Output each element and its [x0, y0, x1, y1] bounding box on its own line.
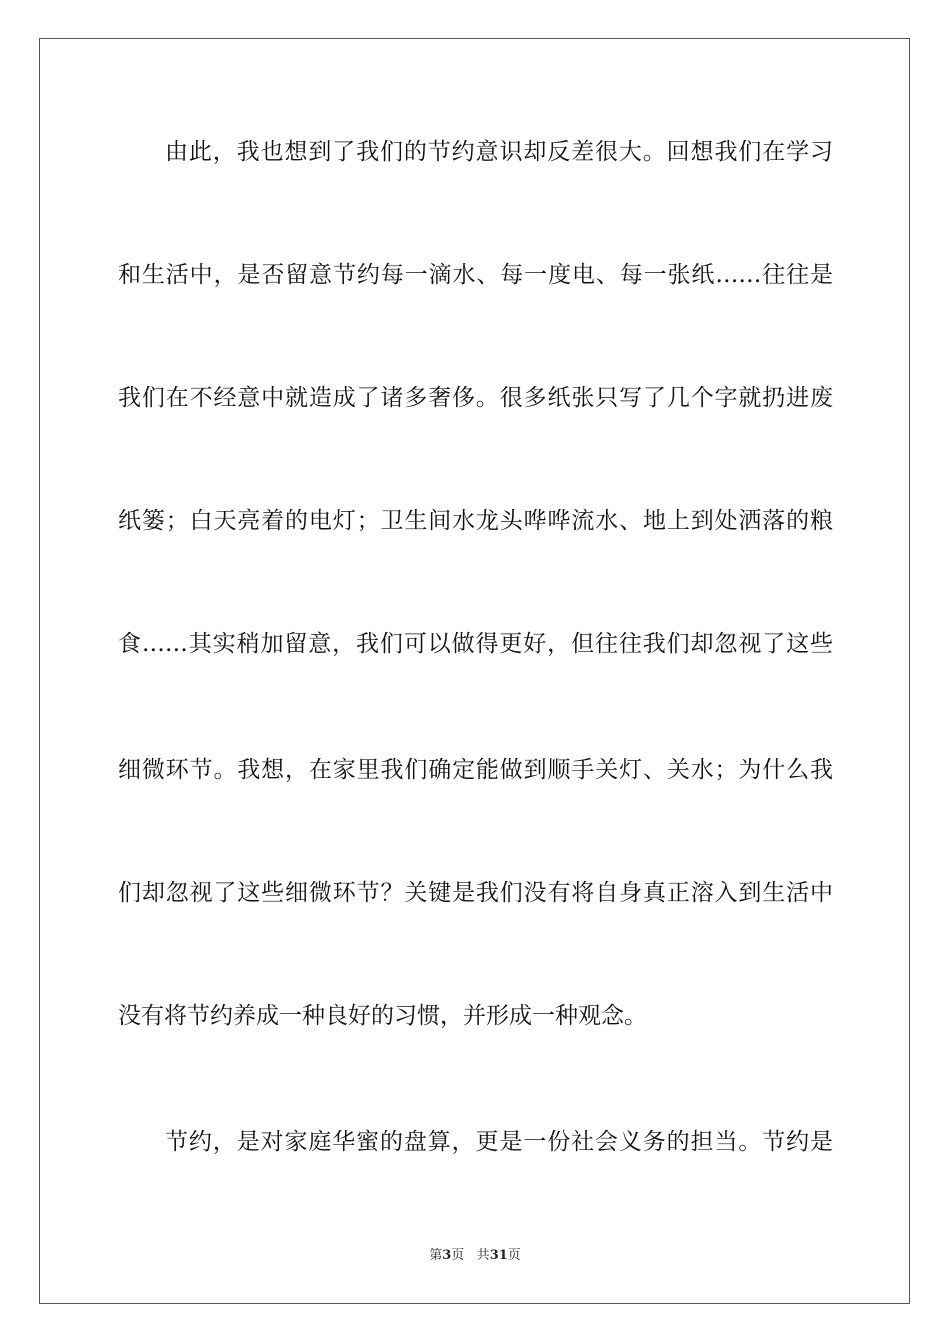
paragraph-line-5: 食……其实稍加留意，我们可以做得更好，但往往我们却忽视了这些: [118, 631, 833, 657]
paragraph-line-8: 没有将节约养成一种良好的习惯，并形成一种观念。: [118, 1003, 647, 1029]
page-number: 3: [442, 1248, 452, 1263]
page-suffix: 页: [451, 1248, 465, 1263]
paragraph-line-9: 节约，是对家庭华蜜的盘算，更是一份社会义务的担当。节约是: [165, 1129, 833, 1155]
total-prefix: 共: [476, 1248, 490, 1263]
page-prefix: 第: [429, 1248, 443, 1263]
paragraph-line-2: 和生活中，是否留意节约每一滴水、每一度电、每一张纸……往往是: [118, 262, 833, 288]
page-frame: [39, 38, 910, 1304]
total-pages: 31: [489, 1248, 508, 1263]
total-suffix: 页: [507, 1248, 521, 1263]
paragraph-line-6: 细微环节。我想，在家里我们确定能做到顺手关灯、关水；为什么我: [118, 757, 833, 783]
paragraph-line-4: 纸篓；白天亮着的电灯；卫生间水龙头哗哗流水、地上到处洒落的粮: [118, 508, 833, 534]
page-footer: [0, 1246, 950, 1266]
paragraph-line-1: 由此，我也想到了我们的节约意识却反差很大。回想我们在学习: [165, 139, 833, 165]
paragraph-line-3: 我们在不经意中就造成了诸多奢侈。很多纸张只写了几个字就扔进废: [118, 385, 833, 411]
paragraph-line-7: 们却忽视了这些细微环节？关键是我们没有将自身真正溶入到生活中: [118, 880, 833, 906]
